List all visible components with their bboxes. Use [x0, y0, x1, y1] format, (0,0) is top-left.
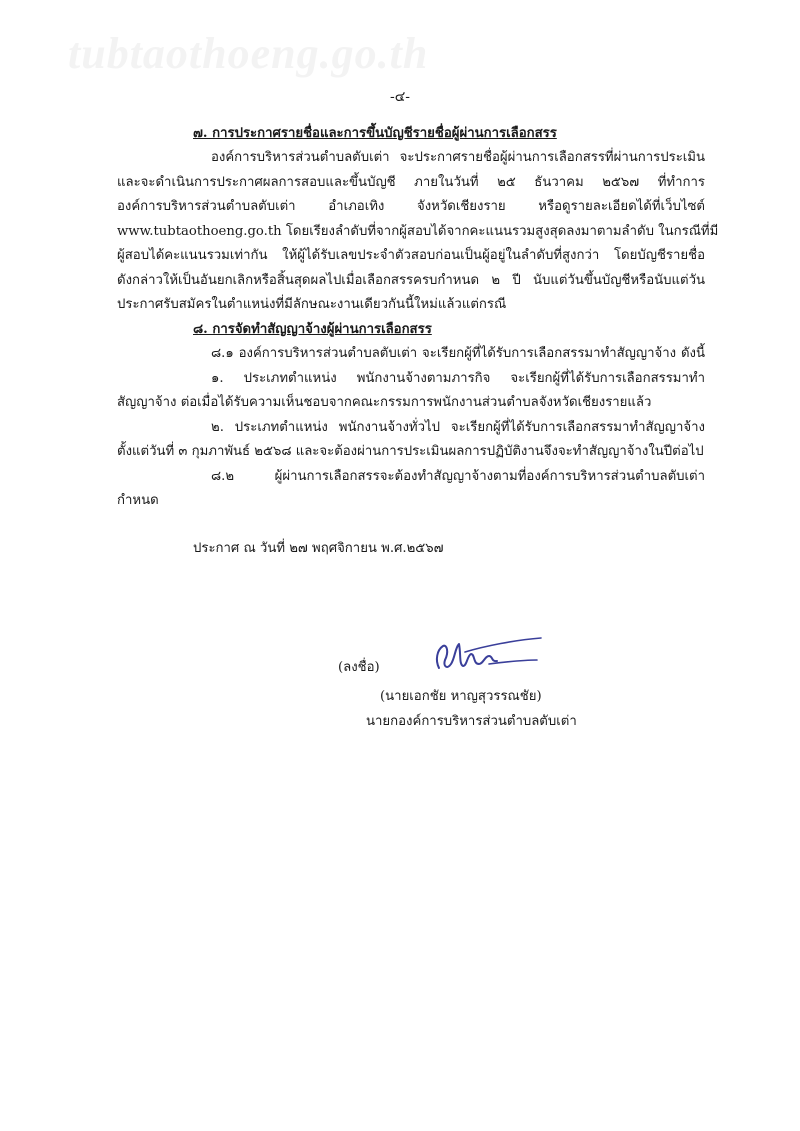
- section-8-heading: ๘. การจัดทำสัญญาจ้างผู้ผ่านการเลือกสรร: [193, 322, 432, 337]
- sign-label: (ลงชื่อ): [338, 660, 380, 675]
- section-8-line-5: ตั้งแต่วันที่ ๓ กุมภาพันธ์ ๒๕๖๘ และจะต้องผ่านการประเมินผลการปฏิบัติงานจึงจะทำสัญญาจ้างในปีต่อไป: [117, 444, 704, 459]
- signatory-name: (นายเอกชัย หาญสุวรรณชัย): [380, 689, 542, 704]
- announcement-date: ประกาศ ณ วันที่ ๒๗ พฤศจิกายน พ.ศ.๒๕๖๗: [193, 541, 444, 556]
- section-8-line-7: กำหนด: [117, 493, 159, 508]
- section-7-line-7: ประกาศรับสมัครในตำแหน่งที่มีลักษณะงานเดียวกันนี้ใหม่แล้วแต่กรณี: [117, 297, 507, 312]
- section-8-line-1: ๘.๑ องค์การบริหารส่วนตำบลตับเต่า จะเรียกผู้ที่ได้รับการเลือกสรรมาทำสัญญาจ้าง ดังนี้: [211, 346, 705, 361]
- section-7-line-1: องค์การบริหารส่วนตำบลตับเต่า จะประกาศรายชื่อผู้ผ่านการเลือกสรรที่ผ่านการประเมิน: [211, 150, 705, 165]
- section-7-line-3: องค์การบริหารส่วนตำบลตับเต่า อำเภอเทิง จังหวัดเชียงราย หรือดูรายละเอียดได้ที่เว็บไซต์: [117, 199, 705, 214]
- section-7-line-5: ผู้สอบได้คะแนนรวมเท่ากัน ให้ผู้ได้รับเลขประจำตัวสอบก่อนเป็นผู้อยู่ในลำดับที่สูงกว่า โดยบัญชีรายชื่อ: [117, 248, 705, 263]
- section-8-line-3: สัญญาจ้าง ต่อเมื่อได้รับความเห็นชอบจากคณะกรรมการพนักงานส่วนตำบลจังหวัดเชียงรายแล้ว: [117, 395, 652, 410]
- watermark-text: tubtaothoeng.go.th: [68, 29, 429, 78]
- section-8-line-4: ๒. ประเภทตำแหน่ง พนักงานจ้างทั่วไป จะเรียกผู้ที่ได้รับการเลือกสรรมาทำสัญญาจ้าง: [211, 420, 705, 435]
- section-7-line-4: www.tubtaothoeng.go.th โดยเรียงลำดับที่จากผู้สอบได้จากคะแนนรวมสูงสุดลงมาตามลำดับ ในกรณีที่มี: [117, 224, 719, 239]
- section-7-line-6: ดังกล่าวให้เป็นอันยกเลิกหรือสิ้นสุดผลไปเมื่อเลือกสรรครบกำหนด ๒ ปี นับแต่วันขึ้นบัญชีหรือนับแต่วัน: [117, 273, 705, 288]
- section-7-line-2: และจะดำเนินการประกาศผลการสอบและขึ้นบัญชี ภายในวันที่ ๒๕ ธันวาคม ๒๕๖๗ ที่ทำการ: [117, 175, 705, 190]
- signatory-position: นายกองค์การบริหารส่วนตำบลตับเต่า: [366, 714, 577, 729]
- section-7-heading: ๗. การประกาศรายชื่อและการขึ้นบัญชีรายชื่อผู้ผ่านการเลือกสรร: [193, 126, 557, 141]
- section-8-line-2: ๑. ประเภทตำแหน่ง พนักงานจ้างตามภารกิจ จะเรียกผู้ที่ได้รับการเลือกสรรมาทำ: [211, 371, 705, 386]
- section-8-line-6: ๘.๒ ผู้ผ่านการเลือกสรรจะต้องทำสัญญาจ้างตามที่องค์การบริหารส่วนตำบลตับเต่า: [211, 469, 705, 484]
- handwritten-signature: [425, 630, 545, 684]
- page-number: -๔-: [389, 89, 411, 105]
